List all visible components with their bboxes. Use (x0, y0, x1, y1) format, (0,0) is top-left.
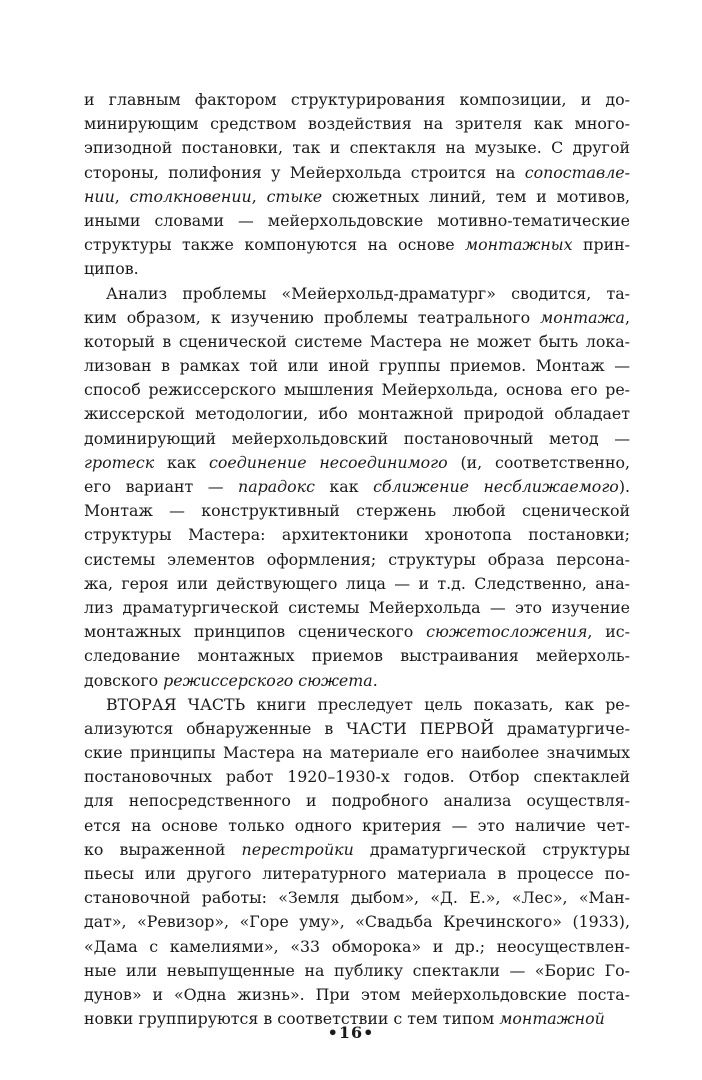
text: как (154, 452, 209, 472)
text-line (84, 233, 630, 257)
text-line (84, 983, 630, 1007)
italic-text: столкновении (129, 186, 252, 206)
paragraph (84, 693, 630, 1032)
text-line (84, 378, 630, 402)
text: монтажных принципов сценического (84, 622, 427, 642)
italic-text: сближение несближаемого (373, 477, 619, 496)
text-line (84, 475, 630, 499)
text-line (84, 935, 630, 959)
text: ется на основе только одного критерия — это наличие чет- (84, 815, 630, 835)
text: ципов. (84, 259, 139, 279)
text: ким образом, к изучению проблемы театрального (84, 307, 541, 327)
text-line (84, 523, 630, 547)
text-line (84, 209, 630, 233)
text-line (84, 427, 630, 451)
text: драматургической структуры (353, 839, 630, 859)
text: жа, героя или действующего лица — и т.д. Следственно, ана- (84, 573, 630, 593)
text: . (372, 670, 378, 690)
text: иными словами — мейерхольдовские мотивно-тематические (84, 210, 630, 230)
text: следование монтажных приемов выстраивания мейерхоль- (84, 646, 630, 666)
paragraph (84, 88, 630, 282)
italic-text: режиссерского сюжета (163, 670, 373, 690)
text-line (84, 354, 630, 378)
italic-text: парадокс (238, 477, 315, 496)
text-line (84, 451, 630, 475)
text-line (84, 862, 630, 886)
text-line (84, 620, 630, 644)
text: дат», «Ревизор», «Горе уму», «Свадьба Кречинского» (1933), (84, 912, 630, 932)
text: , (251, 186, 267, 206)
text: ). (618, 477, 630, 496)
text-line (84, 765, 630, 789)
text: системы элементов оформления; структуры образа персона- (84, 549, 630, 569)
text-line (84, 257, 630, 281)
text-line (84, 282, 630, 306)
text: его вариант — (84, 477, 239, 496)
text: ко выраженной (84, 839, 242, 859)
italic-text: перестройки (241, 839, 354, 859)
text-line (84, 717, 630, 741)
italic-text: гротеск (84, 452, 155, 472)
text: лизован в рамках той или иной группы приемов. Монтаж — (84, 356, 630, 376)
page-text (84, 88, 630, 1031)
text: ализуются обнаруженные в ЧАСТИ ПЕРВОЙ драматургиче- (84, 718, 630, 738)
text-line (84, 330, 630, 354)
text: довского (84, 670, 164, 690)
italic-text: сюжетосложения (426, 622, 588, 642)
italic-text: монтажных (465, 235, 573, 255)
text-line (84, 838, 630, 862)
text: «Дама с камелиями», «33 обморока» и др.; неосуществлен- (84, 936, 630, 956)
text-line (84, 88, 630, 112)
text: доминирующий мейерхольдовский постановочный метод — (84, 428, 630, 448)
text-line (84, 693, 630, 717)
text: ские принципы Мастера на материале его наиболее значимых (84, 743, 630, 763)
text-line (84, 959, 630, 983)
italic-text: монтажа (540, 307, 625, 327)
text: для непосредственного и подробного анализа осуществля- (84, 791, 630, 811)
text: Монтаж — конструктивный стержень любой сценической (84, 501, 630, 521)
text-line (84, 112, 630, 136)
text: как (314, 477, 374, 496)
text: Анализ проблемы «Мейерхольд-драматург» сводится, та- (106, 283, 630, 303)
text: сюжетных линий, тем и мотивов, (322, 186, 630, 206)
text: который в сценической системе Мастера не может быть локa- (84, 331, 630, 351)
text: новки группируются в соответствии с тем типом (84, 1009, 500, 1029)
text: стороны, полифония у Мейерхольда строится на (84, 162, 525, 182)
text-line (84, 136, 630, 160)
text: становочной работы: «Земля дыбом», «Д. Е.», «Лес», «Ман- (84, 888, 630, 908)
page-number: •16• (327, 1023, 375, 1042)
text-line (84, 669, 630, 693)
text-line (84, 741, 630, 765)
text-line (84, 306, 630, 330)
text: структуры Мастера: архитектоники хронотопа постановки; (84, 525, 630, 545)
text-line (84, 596, 630, 620)
text-line (84, 886, 630, 910)
text-line (84, 161, 630, 185)
text-line (84, 499, 630, 523)
italic-text: стыке (266, 186, 323, 206)
text-line (84, 402, 630, 426)
text-line (84, 548, 630, 572)
text: эпизодной постановки, так и спектакля на музыке. С другой (84, 138, 630, 158)
text-line (84, 910, 630, 934)
text: , ис- (587, 622, 630, 642)
text-line (84, 644, 630, 668)
text: пьесы или другого литературного материала в процессе по- (84, 864, 630, 883)
text: способ режиссерского мышления Мейерхольда, основа его ре- (84, 380, 630, 400)
italic-text: монтажной (499, 1009, 605, 1029)
text: , (114, 186, 130, 206)
text: ВТОРАЯ ЧАСТЬ книги преследует цель показать, как ре- (106, 694, 630, 714)
text: дунов» и «Одна жизнь». При этом мейерхольдовские поста- (84, 984, 630, 1004)
text: лиз драматургической системы Мейерхольда — это изучение (84, 597, 630, 617)
text-line (84, 185, 630, 209)
italic-text: нии (84, 186, 115, 206)
text: и главным фактором структурирования композиции, и до- (84, 90, 630, 109)
paragraph (84, 282, 630, 693)
text-line (84, 789, 630, 813)
italic-text: сопоставле- (524, 162, 630, 182)
text: (и, соответственно, (447, 452, 630, 472)
text: , (624, 307, 630, 327)
text: прин- (572, 235, 630, 255)
text-line (84, 572, 630, 596)
italic-text: соединение несоединимого (208, 452, 448, 472)
text: жиссерской методологии, ибо монтажной природой обладает (84, 404, 630, 424)
text: структуры также компонуются на основе (84, 235, 465, 255)
text-line (84, 814, 630, 838)
text: ные или невыпущенные на публику спектакли — «Борис Го- (84, 960, 630, 980)
text: минирующим средством воздействия на зрителя как много- (84, 114, 630, 134)
text: постановочных работ 1920–1930-х годов. Отбор спектаклей (84, 767, 630, 787)
